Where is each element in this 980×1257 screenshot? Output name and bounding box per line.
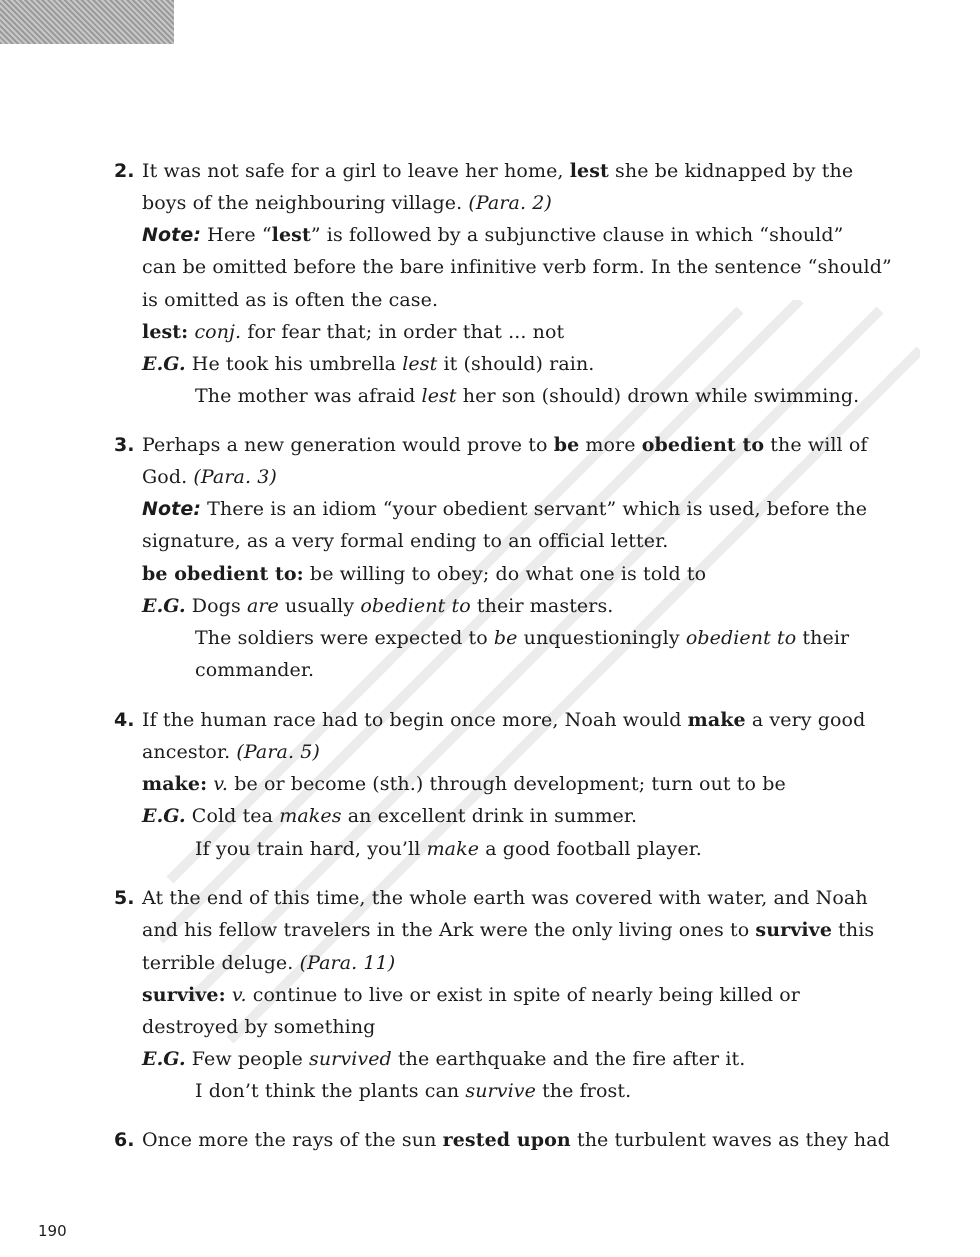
text-line [142, 158, 853, 184]
emphasis-text: conj. [194, 321, 242, 343]
emphasis-text: lest [402, 353, 438, 375]
plain-text: the turbulent waves as they had [570, 1129, 890, 1151]
entry-number: 3. [114, 434, 135, 456]
emphasis-text: v. [231, 984, 247, 1006]
plain-text: signature, as a very formal ending to an official letter. [142, 530, 669, 552]
plain-text: I don’t think the plants can [195, 1080, 466, 1102]
plain-text: their [796, 627, 850, 649]
text-line [142, 950, 395, 976]
emphasis-text: (Para. 11) [299, 952, 396, 974]
entry-number: 2. [114, 160, 135, 182]
plain-text: boys of the neighbouring village. [142, 192, 469, 214]
emphasis-text: be [553, 434, 580, 456]
emphasis-text: survive [465, 1080, 536, 1102]
emphasis-text: lest [271, 224, 311, 246]
plain-text: Perhaps a new generation would prove to [142, 434, 554, 456]
emphasis-text: survive: [142, 984, 226, 1006]
emphasis-text: be obedient to: [142, 563, 304, 585]
emphasis-text: E.G. [142, 595, 186, 617]
emphasis-text: lest: [142, 321, 189, 343]
emphasis-text: obedient to [641, 434, 765, 456]
text-line [142, 464, 277, 490]
emphasis-text: E.G. [142, 353, 186, 375]
plain-text: It was not safe for a girl to leave her home, [142, 160, 570, 182]
plain-text: the frost. [535, 1080, 632, 1102]
text-line [142, 707, 865, 733]
plain-text: unquestioningly [517, 627, 686, 649]
plain-text: Here “ [201, 224, 272, 246]
text-line [142, 1014, 375, 1040]
emphasis-text: obedient to [360, 595, 471, 617]
emphasis-text: v. [213, 773, 229, 795]
plain-text: be or become (sth.) through development; turn out to be [228, 773, 786, 795]
emphasis-text: survive [755, 919, 833, 941]
plain-text: destroyed by something [142, 1016, 376, 1038]
plain-text: be willing to obey; do what one is told to [303, 563, 707, 585]
text-line [142, 222, 843, 248]
plain-text: continue to live or exist in spite of nearly being killed or [246, 984, 800, 1006]
plain-text: commander. [195, 659, 315, 681]
plain-text: ancestor. [142, 741, 237, 763]
plain-text: If the human race had to begin once more, Noah would [142, 709, 688, 731]
emphasis-text: Note: [142, 498, 202, 520]
plain-text: more [579, 434, 642, 456]
emphasis-text: (Para. 3) [193, 466, 277, 488]
plain-text: If you train hard, you’ll [195, 838, 427, 860]
plain-text: The soldiers were expected to [195, 627, 494, 649]
text-line [142, 432, 868, 458]
emphasis-text: (Para. 2) [468, 192, 552, 214]
plain-text: Few people [185, 1048, 309, 1070]
plain-text: usually [278, 595, 361, 617]
plain-text: an excellent drink in summer. [341, 805, 638, 827]
text-line [195, 657, 314, 683]
plain-text: can be omitted before the bare infinitive verb form. In the sentence “should” [142, 256, 892, 278]
text-line [142, 593, 613, 619]
text-line [142, 739, 320, 765]
page-number: 190 [38, 1222, 67, 1240]
text-line [195, 1078, 631, 1104]
text-line [195, 625, 849, 651]
plain-text: God. [142, 466, 194, 488]
plain-text: At the end of this time, the whole earth was covered with water, and Noah [142, 887, 868, 909]
text-line [142, 319, 564, 345]
plain-text: Once more the rays of the sun [142, 1129, 443, 1151]
plain-text: their masters. [470, 595, 614, 617]
text-line [142, 190, 552, 216]
plain-text: terrible deluge. [142, 952, 300, 974]
emphasis-text: make [687, 709, 746, 731]
text-line [195, 383, 859, 409]
plain-text: The mother was afraid [195, 385, 422, 407]
text-line [142, 1127, 890, 1153]
text-line [142, 496, 867, 522]
text-line [142, 561, 706, 587]
emphasis-text: make: [142, 773, 208, 795]
emphasis-text: obedient to [685, 627, 797, 649]
emphasis-text: lest [421, 385, 457, 407]
text-line [142, 351, 594, 377]
emphasis-text: makes [279, 805, 342, 827]
emphasis-text: Note: [142, 224, 202, 246]
emphasis-text: be [493, 627, 518, 649]
plain-text: she be kidnapped by the [608, 160, 854, 182]
plain-text: this [832, 919, 875, 941]
text-line [195, 836, 702, 862]
emphasis-text: are [246, 595, 279, 617]
plain-text: it (should) rain. [437, 353, 595, 375]
text-line [142, 254, 892, 280]
emphasis-text: lest [569, 160, 609, 182]
emphasis-text: make [426, 838, 480, 860]
plain-text: and his fellow travelers in the Ark were the only living ones to [142, 919, 756, 941]
entry-number: 5. [114, 887, 135, 909]
text-line [142, 528, 668, 554]
text-line [142, 885, 868, 911]
plain-text: the will of [764, 434, 868, 456]
entry-number: 6. [114, 1129, 135, 1151]
plain-text: is omitted as is often the case. [142, 289, 439, 311]
plain-text: for fear that; in order that ... not [241, 321, 565, 343]
plain-text: Dogs [185, 595, 247, 617]
emphasis-text: (Para. 5) [236, 741, 320, 763]
plain-text: ” is followed by a subjunctive clause in which “should” [310, 224, 844, 246]
plain-text: a very good [745, 709, 866, 731]
text-line [142, 982, 800, 1008]
emphasis-text: E.G. [142, 805, 186, 827]
plain-text: her son (should) drown while swimming. [456, 385, 860, 407]
text-line [142, 771, 786, 797]
corner-tab-decoration [0, 0, 174, 44]
emphasis-text: E.G. [142, 1048, 186, 1070]
text-line [142, 917, 874, 943]
text-line [142, 803, 637, 829]
emphasis-text: rested upon [442, 1129, 571, 1151]
plain-text: the earthquake and the fire after it. [391, 1048, 746, 1070]
plain-text: He took his umbrella [185, 353, 403, 375]
plain-text: There is an idiom “your obedient servant” which is used, before the [201, 498, 868, 520]
plain-text: Cold tea [185, 805, 280, 827]
text-line [142, 287, 438, 313]
entry-number: 4. [114, 709, 135, 731]
emphasis-text: survived [308, 1048, 392, 1070]
text-line [142, 1046, 745, 1072]
plain-text: a good football player. [479, 838, 702, 860]
